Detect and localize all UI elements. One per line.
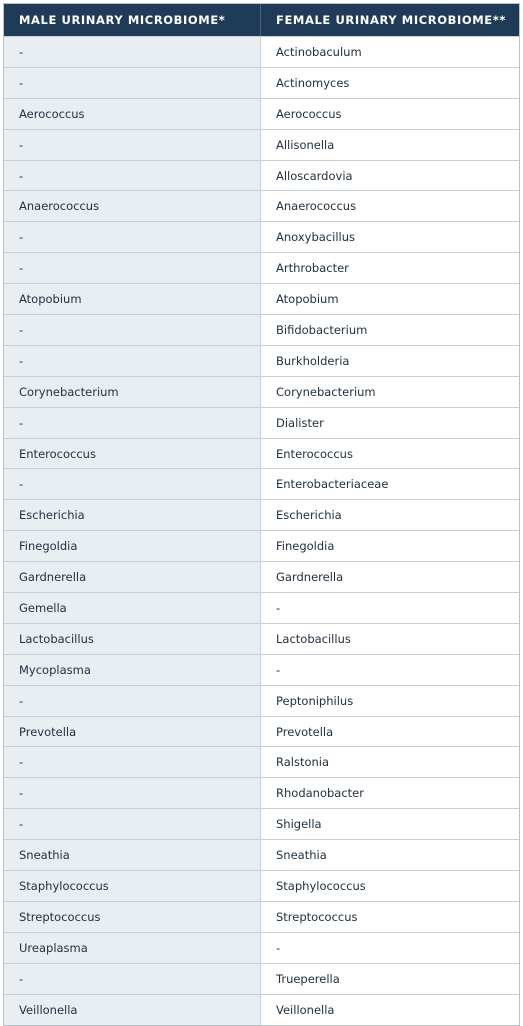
male-cell: Atopobium	[4, 284, 261, 314]
male-cell: -	[4, 778, 261, 808]
female-cell: Staphylococcus	[261, 871, 519, 901]
table-row	[4, 129, 519, 160]
male-cell: Sneathia	[4, 840, 261, 870]
table-row	[4, 839, 519, 870]
table-row	[4, 932, 519, 963]
table-row	[4, 746, 519, 777]
female-cell: -	[261, 933, 519, 963]
female-cell: Sneathia	[261, 840, 519, 870]
female-cell: Shigella	[261, 809, 519, 839]
table-row	[4, 777, 519, 808]
table-row	[4, 283, 519, 314]
male-cell: -	[4, 809, 261, 839]
female-cell: Atopobium	[261, 284, 519, 314]
table-row	[4, 221, 519, 252]
table-row	[4, 654, 519, 685]
male-cell: Finegoldia	[4, 531, 261, 561]
female-cell: Prevotella	[261, 717, 519, 747]
female-cell: Peptoniphilus	[261, 686, 519, 716]
male-cell: -	[4, 37, 261, 67]
table-row	[4, 98, 519, 129]
table-row	[4, 345, 519, 376]
male-cell: -	[4, 346, 261, 376]
female-cell: Allisonella	[261, 130, 519, 160]
microbiome-table	[3, 3, 520, 1026]
male-cell: -	[4, 686, 261, 716]
header-female: FEMALE URINARY MICROBIOME**	[276, 13, 506, 27]
female-cell: Burkholderia	[261, 346, 519, 376]
female-cell: Rhodanobacter	[261, 778, 519, 808]
table-row	[4, 994, 519, 1025]
male-cell: Aerococcus	[4, 99, 261, 129]
male-cell: -	[4, 161, 261, 191]
male-cell: -	[4, 469, 261, 499]
male-cell: Mycoplasma	[4, 655, 261, 685]
table-row	[4, 376, 519, 407]
table-row	[4, 592, 519, 623]
table-row	[4, 623, 519, 654]
female-cell: Veillonella	[261, 995, 519, 1025]
table-row	[4, 901, 519, 932]
table-row	[4, 808, 519, 839]
male-cell: Ureaplasma	[4, 933, 261, 963]
female-cell: Lactobacillus	[261, 624, 519, 654]
male-cell: Gemella	[4, 593, 261, 623]
male-cell: Lactobacillus	[4, 624, 261, 654]
table-row	[4, 190, 519, 221]
table-row	[4, 685, 519, 716]
female-cell: Arthrobacter	[261, 253, 519, 283]
table-row	[4, 716, 519, 747]
table-row	[4, 67, 519, 98]
female-cell: Bifidobacterium	[261, 315, 519, 345]
female-cell: -	[261, 593, 519, 623]
table-row	[4, 499, 519, 530]
female-cell: Streptococcus	[261, 902, 519, 932]
male-cell: -	[4, 222, 261, 252]
female-cell: -	[261, 655, 519, 685]
female-cell: Finegoldia	[261, 531, 519, 561]
male-cell: Gardnerella	[4, 562, 261, 592]
male-cell: Enterococcus	[4, 439, 261, 469]
table-row	[4, 530, 519, 561]
male-cell: -	[4, 253, 261, 283]
female-cell: Anoxybacillus	[261, 222, 519, 252]
female-cell: Corynebacterium	[261, 377, 519, 407]
male-cell: -	[4, 315, 261, 345]
table-row	[4, 438, 519, 469]
female-cell: Enterobacteriaceae	[261, 469, 519, 499]
table-row	[4, 36, 519, 67]
female-cell: Ralstonia	[261, 747, 519, 777]
female-cell: Enterococcus	[261, 439, 519, 469]
table-header	[4, 4, 519, 36]
header-male: MALE URINARY MICROBIOME*	[4, 4, 261, 36]
table-row	[4, 870, 519, 901]
table-body	[4, 36, 519, 1025]
female-cell: Escherichia	[261, 500, 519, 530]
table-row	[4, 561, 519, 592]
female-cell: Anaerococcus	[261, 191, 519, 221]
female-cell: Actinobaculum	[261, 37, 519, 67]
male-cell: -	[4, 964, 261, 994]
female-cell: Dialister	[261, 408, 519, 438]
male-cell: Escherichia	[4, 500, 261, 530]
male-cell: Anaerococcus	[4, 191, 261, 221]
table-row	[4, 314, 519, 345]
female-cell: Trueperella	[261, 964, 519, 994]
male-cell: -	[4, 747, 261, 777]
male-cell: -	[4, 68, 261, 98]
female-cell: Actinomyces	[261, 68, 519, 98]
female-cell: Gardnerella	[261, 562, 519, 592]
male-cell: Corynebacterium	[4, 377, 261, 407]
table-row	[4, 252, 519, 283]
male-cell: Veillonella	[4, 995, 261, 1025]
table-row	[4, 160, 519, 191]
male-cell: -	[4, 130, 261, 160]
male-cell: -	[4, 408, 261, 438]
female-cell: Aerococcus	[261, 99, 519, 129]
male-cell: Prevotella	[4, 717, 261, 747]
male-cell: Staphylococcus	[4, 871, 261, 901]
table-row	[4, 407, 519, 438]
female-cell: Alloscardovia	[261, 161, 519, 191]
table-row	[4, 963, 519, 994]
male-cell: Streptococcus	[4, 902, 261, 932]
table-row	[4, 468, 519, 499]
